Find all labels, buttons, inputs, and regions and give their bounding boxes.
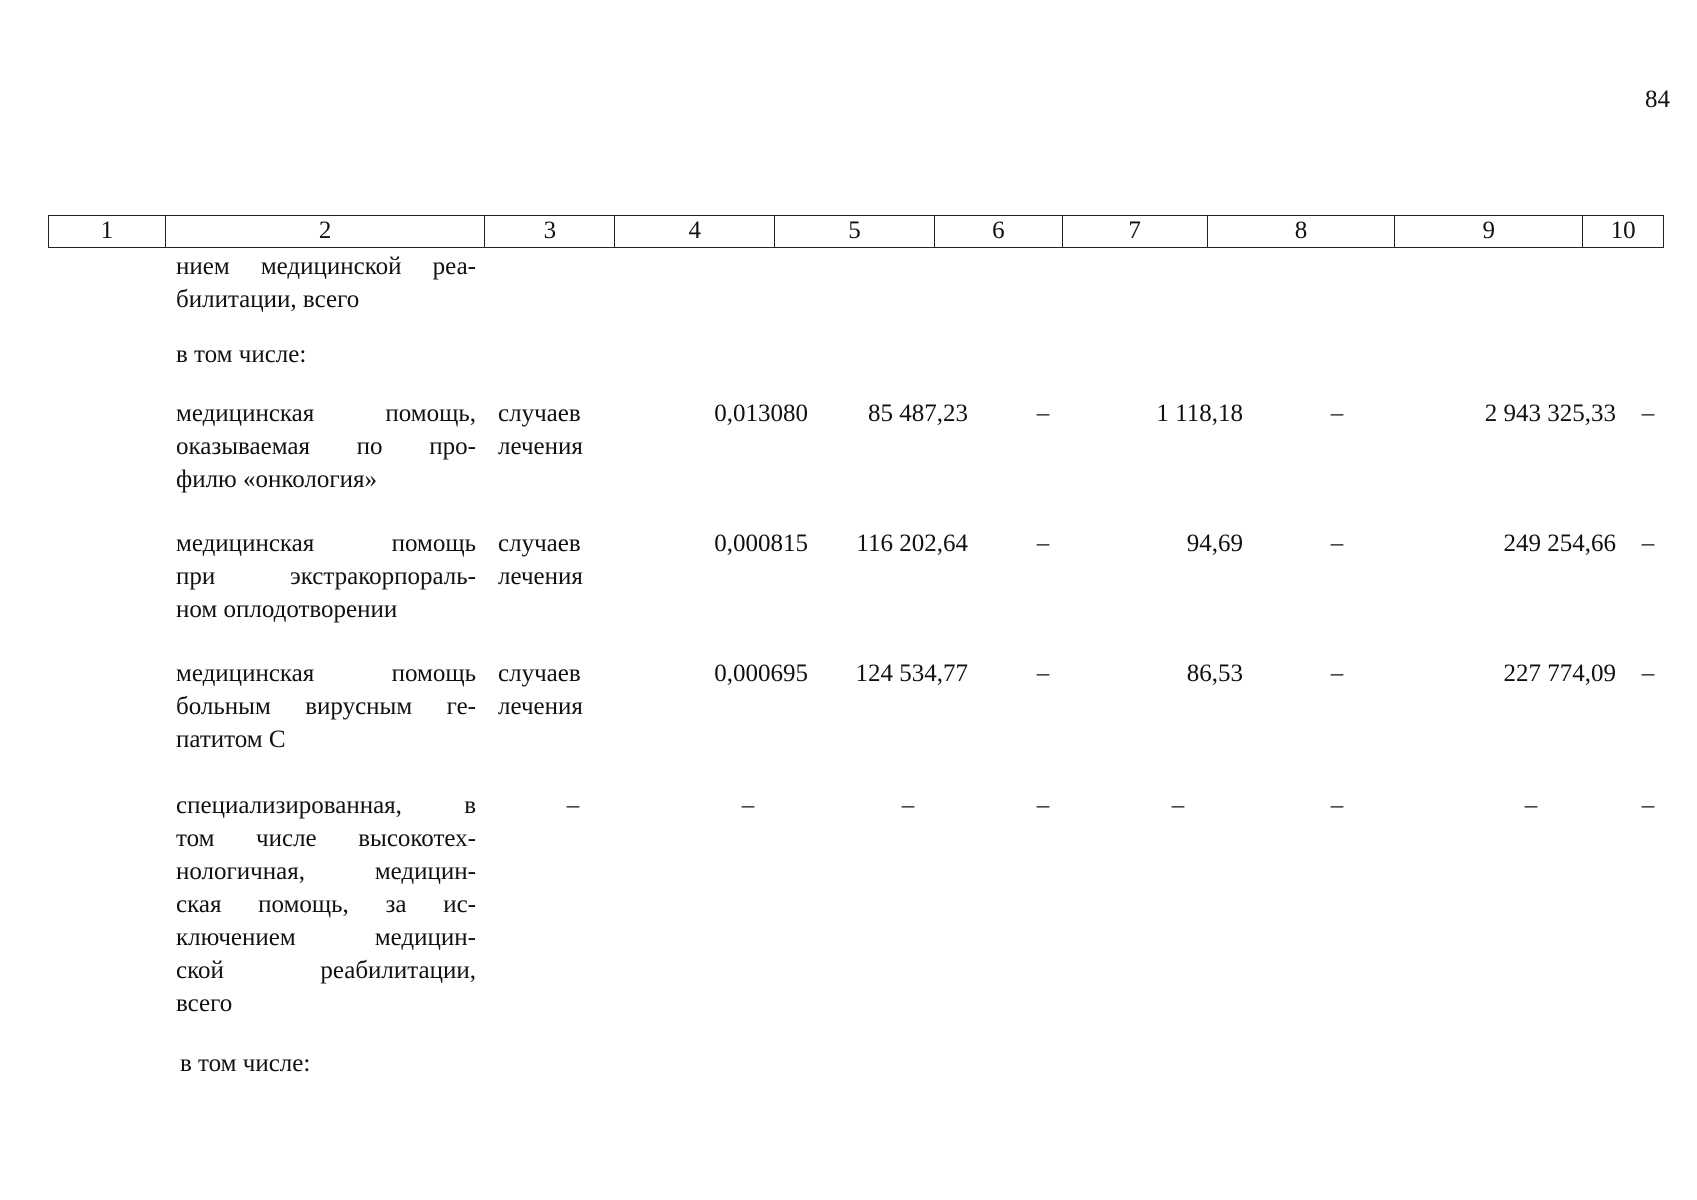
row-description-line: специализированная, в (176, 792, 476, 819)
row-description-line: медицинская помощь (176, 530, 476, 557)
row-col-8-value: – (1330, 530, 1344, 557)
row-unit (498, 657, 648, 723)
row-unit-line: лечения (498, 693, 583, 720)
header-col-7: 7 (1063, 216, 1208, 247)
row-description-line: больным вирусным ге- (176, 693, 476, 720)
row-col-6-value: – (1036, 660, 1050, 687)
page-number: 84 (1645, 86, 1670, 113)
row-col-8-value: – (1330, 792, 1344, 819)
row-description-line: ская помощь, за ис- (176, 891, 476, 918)
continuation-line: нием медицинской реа- (176, 253, 476, 280)
row-col-8-value: – (1330, 400, 1344, 427)
row-col-4-value: 0,000815 (714, 530, 808, 557)
header-col-10: 10 (1610, 217, 1636, 244)
row-description-line: медицинская помощь, (176, 400, 476, 427)
row-col-10-value: – (1641, 792, 1655, 819)
row-description-line: том числе высокотех- (176, 825, 476, 852)
row-description (176, 397, 476, 496)
row-description-line: ном оплодотворении (176, 596, 398, 623)
row-col-8-value: – (1330, 660, 1344, 687)
header-col-9: 9 (1395, 216, 1583, 247)
row-description (176, 527, 476, 626)
row-description-line: медицинская помощь (176, 660, 476, 687)
row-unit-line: случаев (498, 400, 581, 427)
header-col-5: 5 (775, 216, 935, 247)
header-col-1: 1 (49, 216, 166, 247)
row-col-7-value: 86,53 (1186, 660, 1243, 687)
row-col-4-value: 0,013080 (714, 400, 808, 427)
row-unit-line: лечения (498, 563, 583, 590)
row-col-4-value: – (741, 792, 755, 819)
row-col-9-value: – (1524, 792, 1538, 819)
row-col-5-value: 124 534,77 (855, 660, 968, 687)
row-col-6-value: – (1036, 792, 1050, 819)
subheading-in-that-number: в том числе: (180, 1050, 311, 1077)
row-unit (498, 527, 648, 593)
subheading-in-that-number: в том числе: (176, 341, 307, 368)
row-description-line: при экстракорпораль- (176, 563, 476, 590)
row-col-5-value: 85 487,23 (868, 400, 968, 427)
row-description-line: ключением медицин- (176, 924, 476, 951)
row-col-5-value: – (901, 792, 915, 819)
header-col-8: 8 (1208, 216, 1396, 247)
row-col-5-value: 116 202,64 (856, 530, 968, 557)
continuation-text (176, 250, 476, 316)
row-unit-line: лечения (498, 433, 583, 460)
row-description-line: филю «онкология» (176, 466, 378, 493)
header-col-4: 4 (615, 216, 775, 247)
row-description-line: оказываемая по про- (176, 433, 476, 460)
table-header-row (48, 215, 1664, 248)
row-col-7-value: 94,69 (1186, 530, 1243, 557)
header-col-2: 2 (166, 216, 486, 247)
header-col-3: 3 (485, 216, 615, 247)
row-col-7-value: – (1171, 792, 1185, 819)
row-description (176, 657, 476, 756)
row-description (176, 789, 476, 1020)
row-unit (498, 397, 648, 463)
row-unit-line: случаев (498, 660, 581, 687)
row-col-6-value: – (1036, 530, 1050, 557)
row-col-10-value: – (1641, 400, 1655, 427)
continuation-line: билитации, всего (176, 286, 360, 313)
row-description-line: всего (176, 990, 233, 1017)
row-col-4-value: 0,000695 (714, 660, 808, 687)
row-description-line: нологичная, медицин- (176, 858, 476, 885)
row-col-9-value: 2 943 325,33 (1484, 400, 1616, 427)
row-col-7-value: 1 118,18 (1156, 400, 1243, 427)
row-col-3-value: – (566, 792, 580, 819)
row-col-9-value: 227 774,09 (1503, 660, 1616, 687)
row-col-10-value: – (1641, 530, 1655, 557)
row-col-10-value: – (1641, 660, 1655, 687)
row-col-6-value: – (1036, 400, 1050, 427)
row-description-line: патитом С (176, 726, 286, 753)
row-unit-line: случаев (498, 530, 581, 557)
header-col-6: 6 (935, 216, 1063, 247)
row-col-9-value: 249 254,66 (1503, 530, 1616, 557)
row-description-line: ской реабилитации, (176, 957, 476, 984)
